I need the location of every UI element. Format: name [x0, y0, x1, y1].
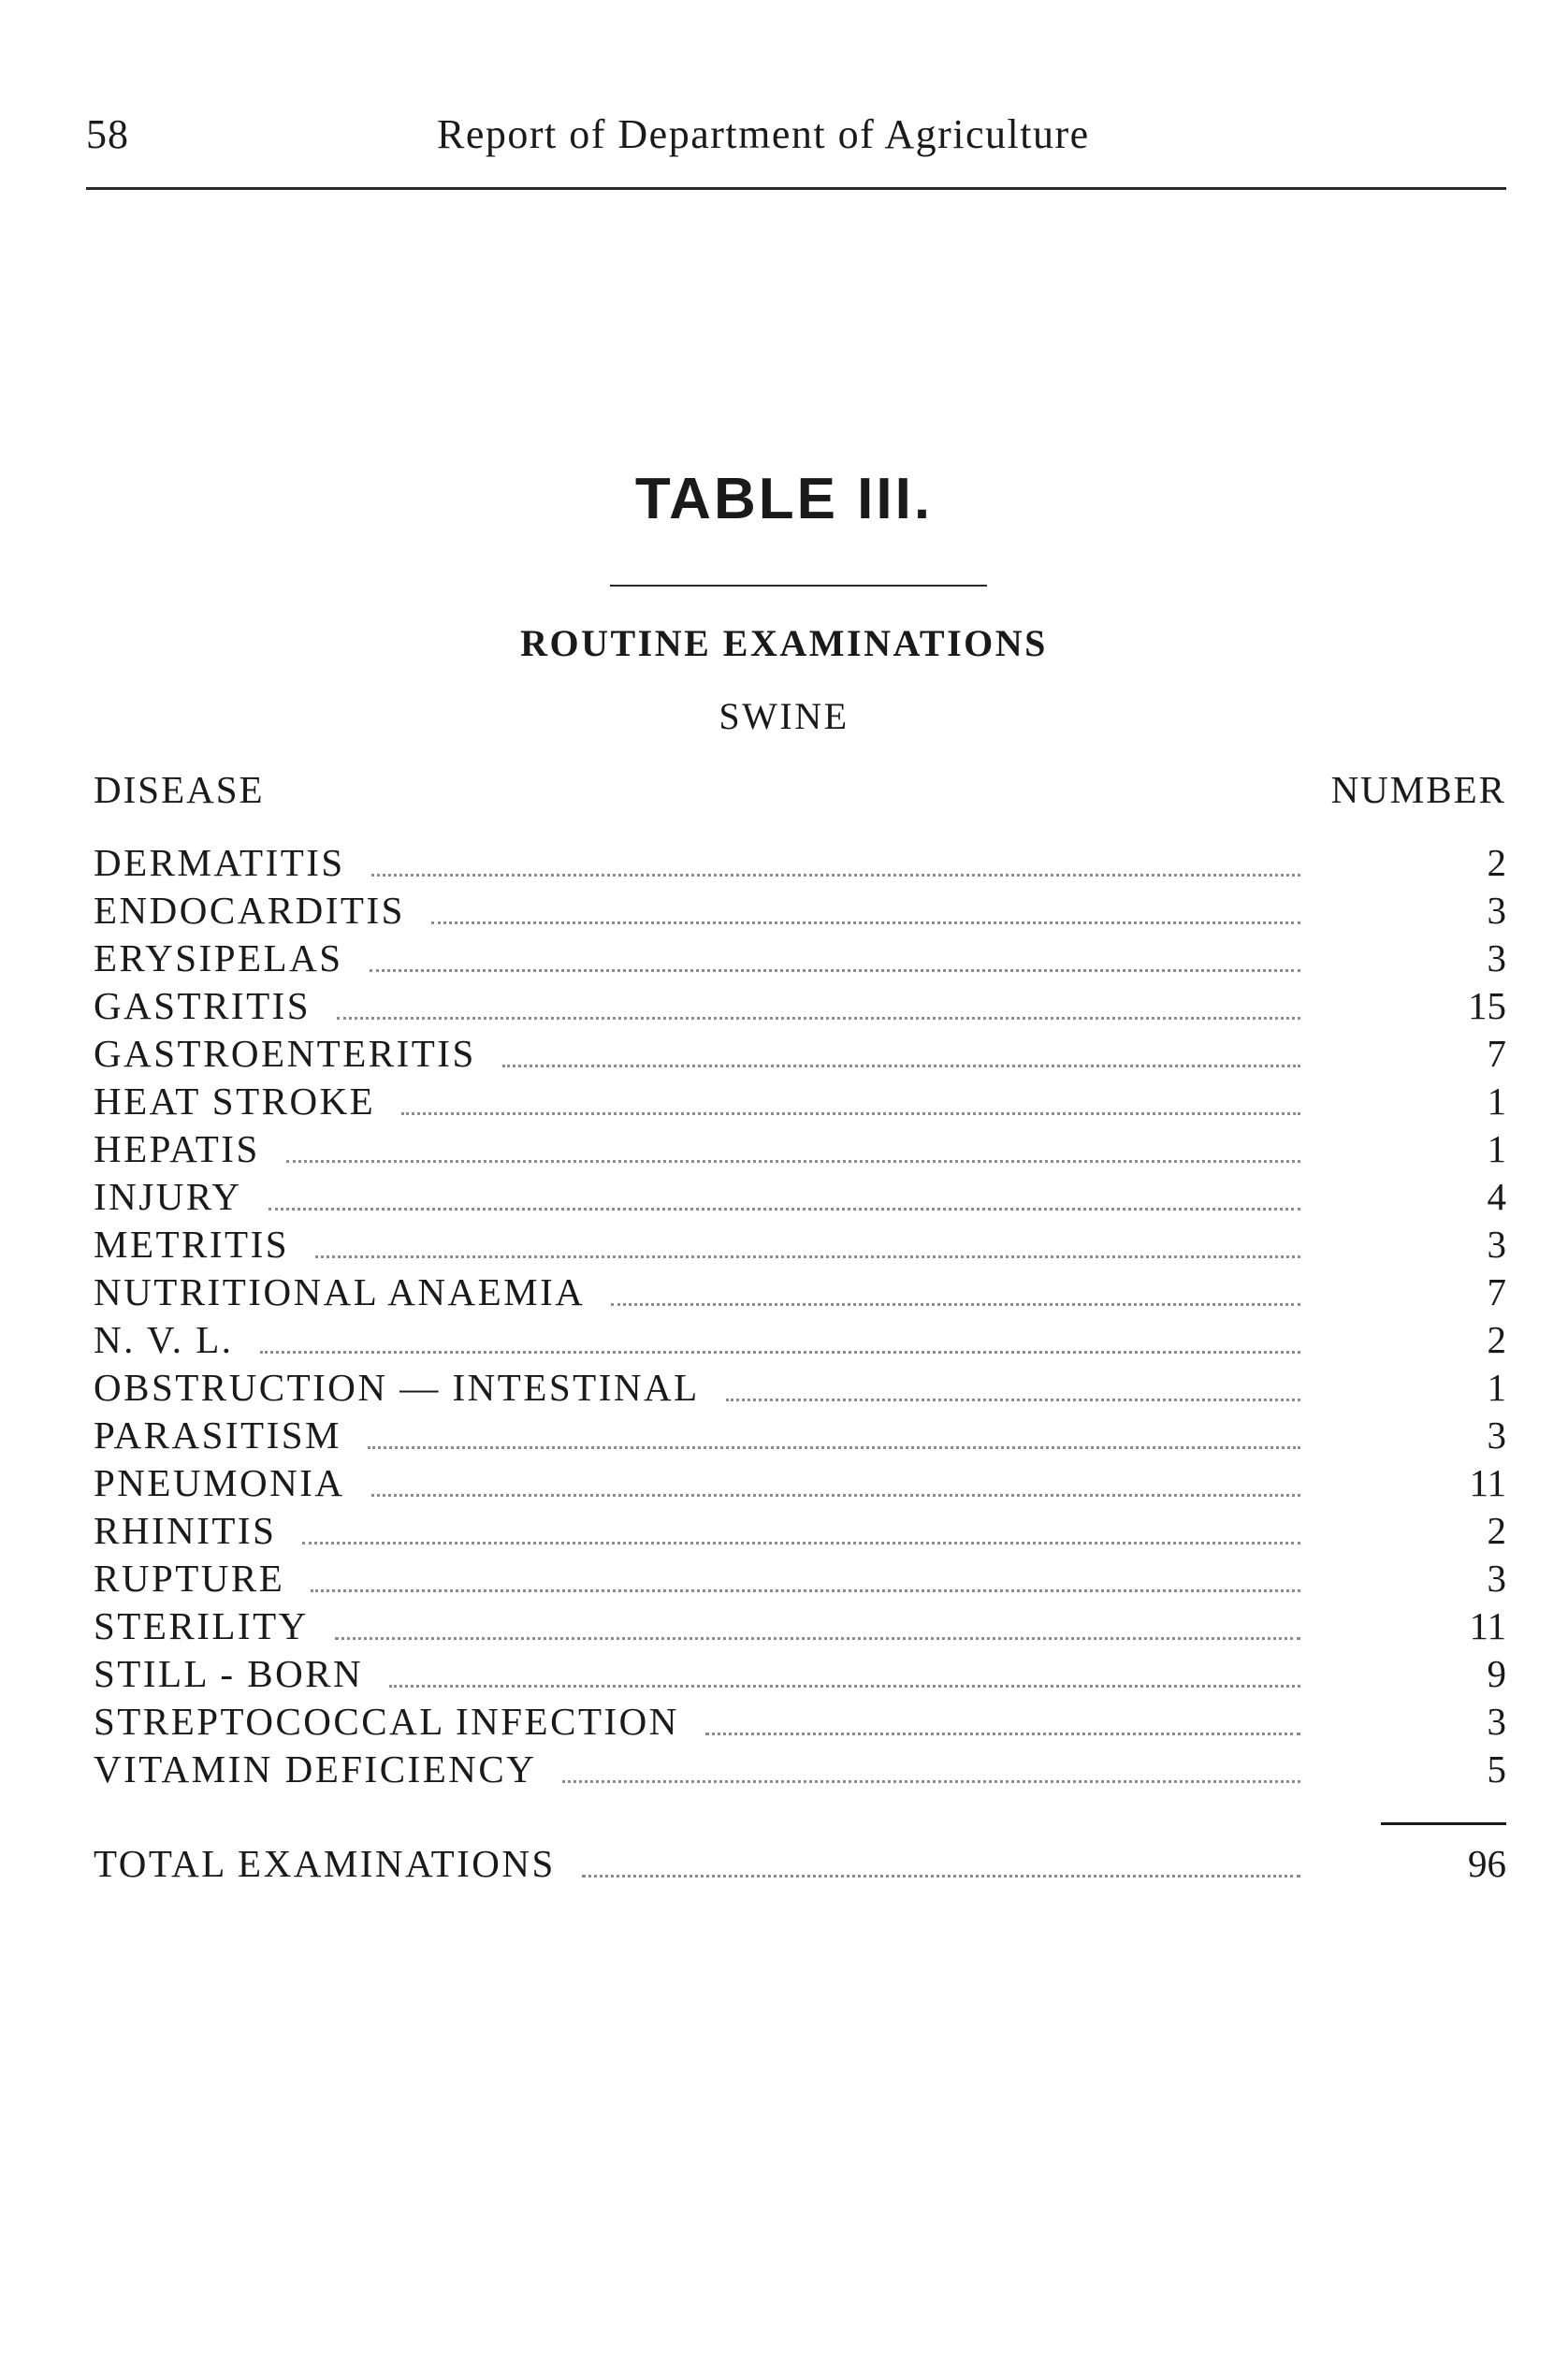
page-number: 58 — [86, 111, 129, 157]
dot-leader — [286, 1160, 1300, 1163]
header-rule — [86, 187, 1506, 190]
dot-leader — [371, 874, 1300, 877]
count-value: 2 — [1487, 1509, 1506, 1552]
count-value: 1 — [1487, 1366, 1506, 1409]
table-row — [94, 1602, 1506, 1649]
disease-label: OBSTRUCTION — INTESTINAL — [94, 1366, 700, 1409]
table-row — [94, 1363, 1506, 1411]
count-value: 3 — [1487, 1700, 1506, 1743]
table-row — [94, 1411, 1506, 1458]
disease-label: PNEUMONIA — [94, 1461, 345, 1504]
table-row — [94, 1077, 1506, 1124]
table-subtitle: ROUTINE EXAMINATIONS — [520, 622, 1048, 664]
running-title: Report of Department of Agriculture — [437, 111, 1090, 157]
count-value: 11 — [1469, 1604, 1506, 1647]
table-subtitle-species: SWINE — [719, 695, 849, 737]
count-value: 2 — [1487, 1318, 1506, 1361]
disease-label: METRITIS — [94, 1223, 290, 1266]
column-header-disease: DISEASE — [94, 768, 265, 811]
dot-leader — [611, 1303, 1300, 1306]
disease-label: VITAMIN DEFICIENCY — [94, 1747, 537, 1791]
dot-leader — [370, 969, 1301, 972]
table-row — [94, 1745, 1506, 1792]
dot-leader — [431, 921, 1300, 924]
dot-leader — [562, 1780, 1300, 1783]
dot-leader — [705, 1733, 1300, 1735]
disease-label: ERYSIPELAS — [94, 936, 343, 979]
count-value: 5 — [1487, 1747, 1506, 1791]
count-value: 3 — [1487, 1223, 1506, 1266]
dot-leader — [371, 1494, 1301, 1497]
dot-leader — [389, 1685, 1300, 1688]
count-value: 1 — [1487, 1080, 1506, 1123]
disease-label: STILL - BORN — [94, 1652, 364, 1695]
disease-label: INJURY — [94, 1175, 242, 1218]
dot-leader — [726, 1399, 1300, 1401]
table-row — [94, 1697, 1506, 1745]
dot-leader — [260, 1351, 1301, 1354]
disease-label: STREPTOCOCCAL INFECTION — [94, 1700, 679, 1743]
title-rule — [610, 585, 987, 587]
table-row — [94, 1029, 1506, 1077]
disease-label: HEPATIS — [94, 1127, 260, 1170]
disease-label: HEAT STROKE — [94, 1080, 376, 1123]
table-row — [94, 1220, 1506, 1268]
column-header-number: NUMBER — [1330, 768, 1506, 811]
table-row — [94, 1172, 1506, 1220]
total-rule — [1381, 1822, 1506, 1825]
disease-table — [94, 838, 1506, 1792]
count-value: 1 — [1487, 1127, 1506, 1170]
dot-leader — [315, 1255, 1300, 1258]
count-value: 2 — [1487, 841, 1506, 884]
total-label: TOTAL EXAMINATIONS — [94, 1842, 556, 1885]
disease-label: RHINITIS — [94, 1509, 277, 1552]
dot-leader — [401, 1112, 1300, 1115]
dot-leader — [302, 1542, 1300, 1544]
table-row — [94, 1649, 1506, 1697]
count-value: 3 — [1487, 1557, 1506, 1600]
table-row — [94, 1506, 1506, 1554]
total-value: 96 — [1468, 1842, 1506, 1885]
table-row — [94, 1268, 1506, 1315]
table-row — [94, 934, 1506, 981]
total-row — [94, 1839, 1506, 1887]
count-value: 7 — [1487, 1032, 1506, 1075]
disease-label: N. V. L. — [94, 1318, 234, 1361]
count-value: 15 — [1468, 984, 1506, 1027]
dot-leader — [502, 1065, 1300, 1067]
disease-label: ENDOCARDITIS — [94, 889, 405, 932]
disease-label: PARASITISM — [94, 1414, 342, 1457]
table-row — [94, 1554, 1506, 1602]
count-value: 11 — [1469, 1461, 1506, 1504]
disease-label: NUTRITIONAL ANAEMIA — [94, 1270, 586, 1313]
table-title: TABLE III. — [634, 467, 934, 531]
count-value: 3 — [1487, 889, 1506, 932]
count-value: 4 — [1487, 1175, 1506, 1218]
table-row — [94, 886, 1506, 934]
dot-leader — [311, 1589, 1300, 1592]
dot-leader — [337, 1017, 1300, 1020]
table-row — [94, 1315, 1506, 1363]
dot-leader — [335, 1637, 1300, 1640]
table-row — [94, 1124, 1506, 1172]
count-value: 7 — [1487, 1270, 1506, 1313]
disease-label: DERMATITIS — [94, 841, 345, 884]
count-value: 3 — [1487, 1414, 1506, 1457]
count-value: 3 — [1487, 936, 1506, 979]
dot-leader — [582, 1875, 1300, 1878]
disease-label: RUPTURE — [94, 1557, 285, 1600]
table-row — [94, 981, 1506, 1029]
table-row — [94, 838, 1506, 886]
running-header — [86, 110, 1506, 167]
dot-leader — [368, 1446, 1300, 1449]
count-value: 9 — [1487, 1652, 1506, 1695]
dot-leader — [269, 1208, 1300, 1211]
disease-label: GASTRITIS — [94, 984, 312, 1027]
disease-label: STERILITY — [94, 1604, 309, 1647]
disease-label: GASTROENTERITIS — [94, 1032, 476, 1075]
table-row — [94, 1458, 1506, 1506]
